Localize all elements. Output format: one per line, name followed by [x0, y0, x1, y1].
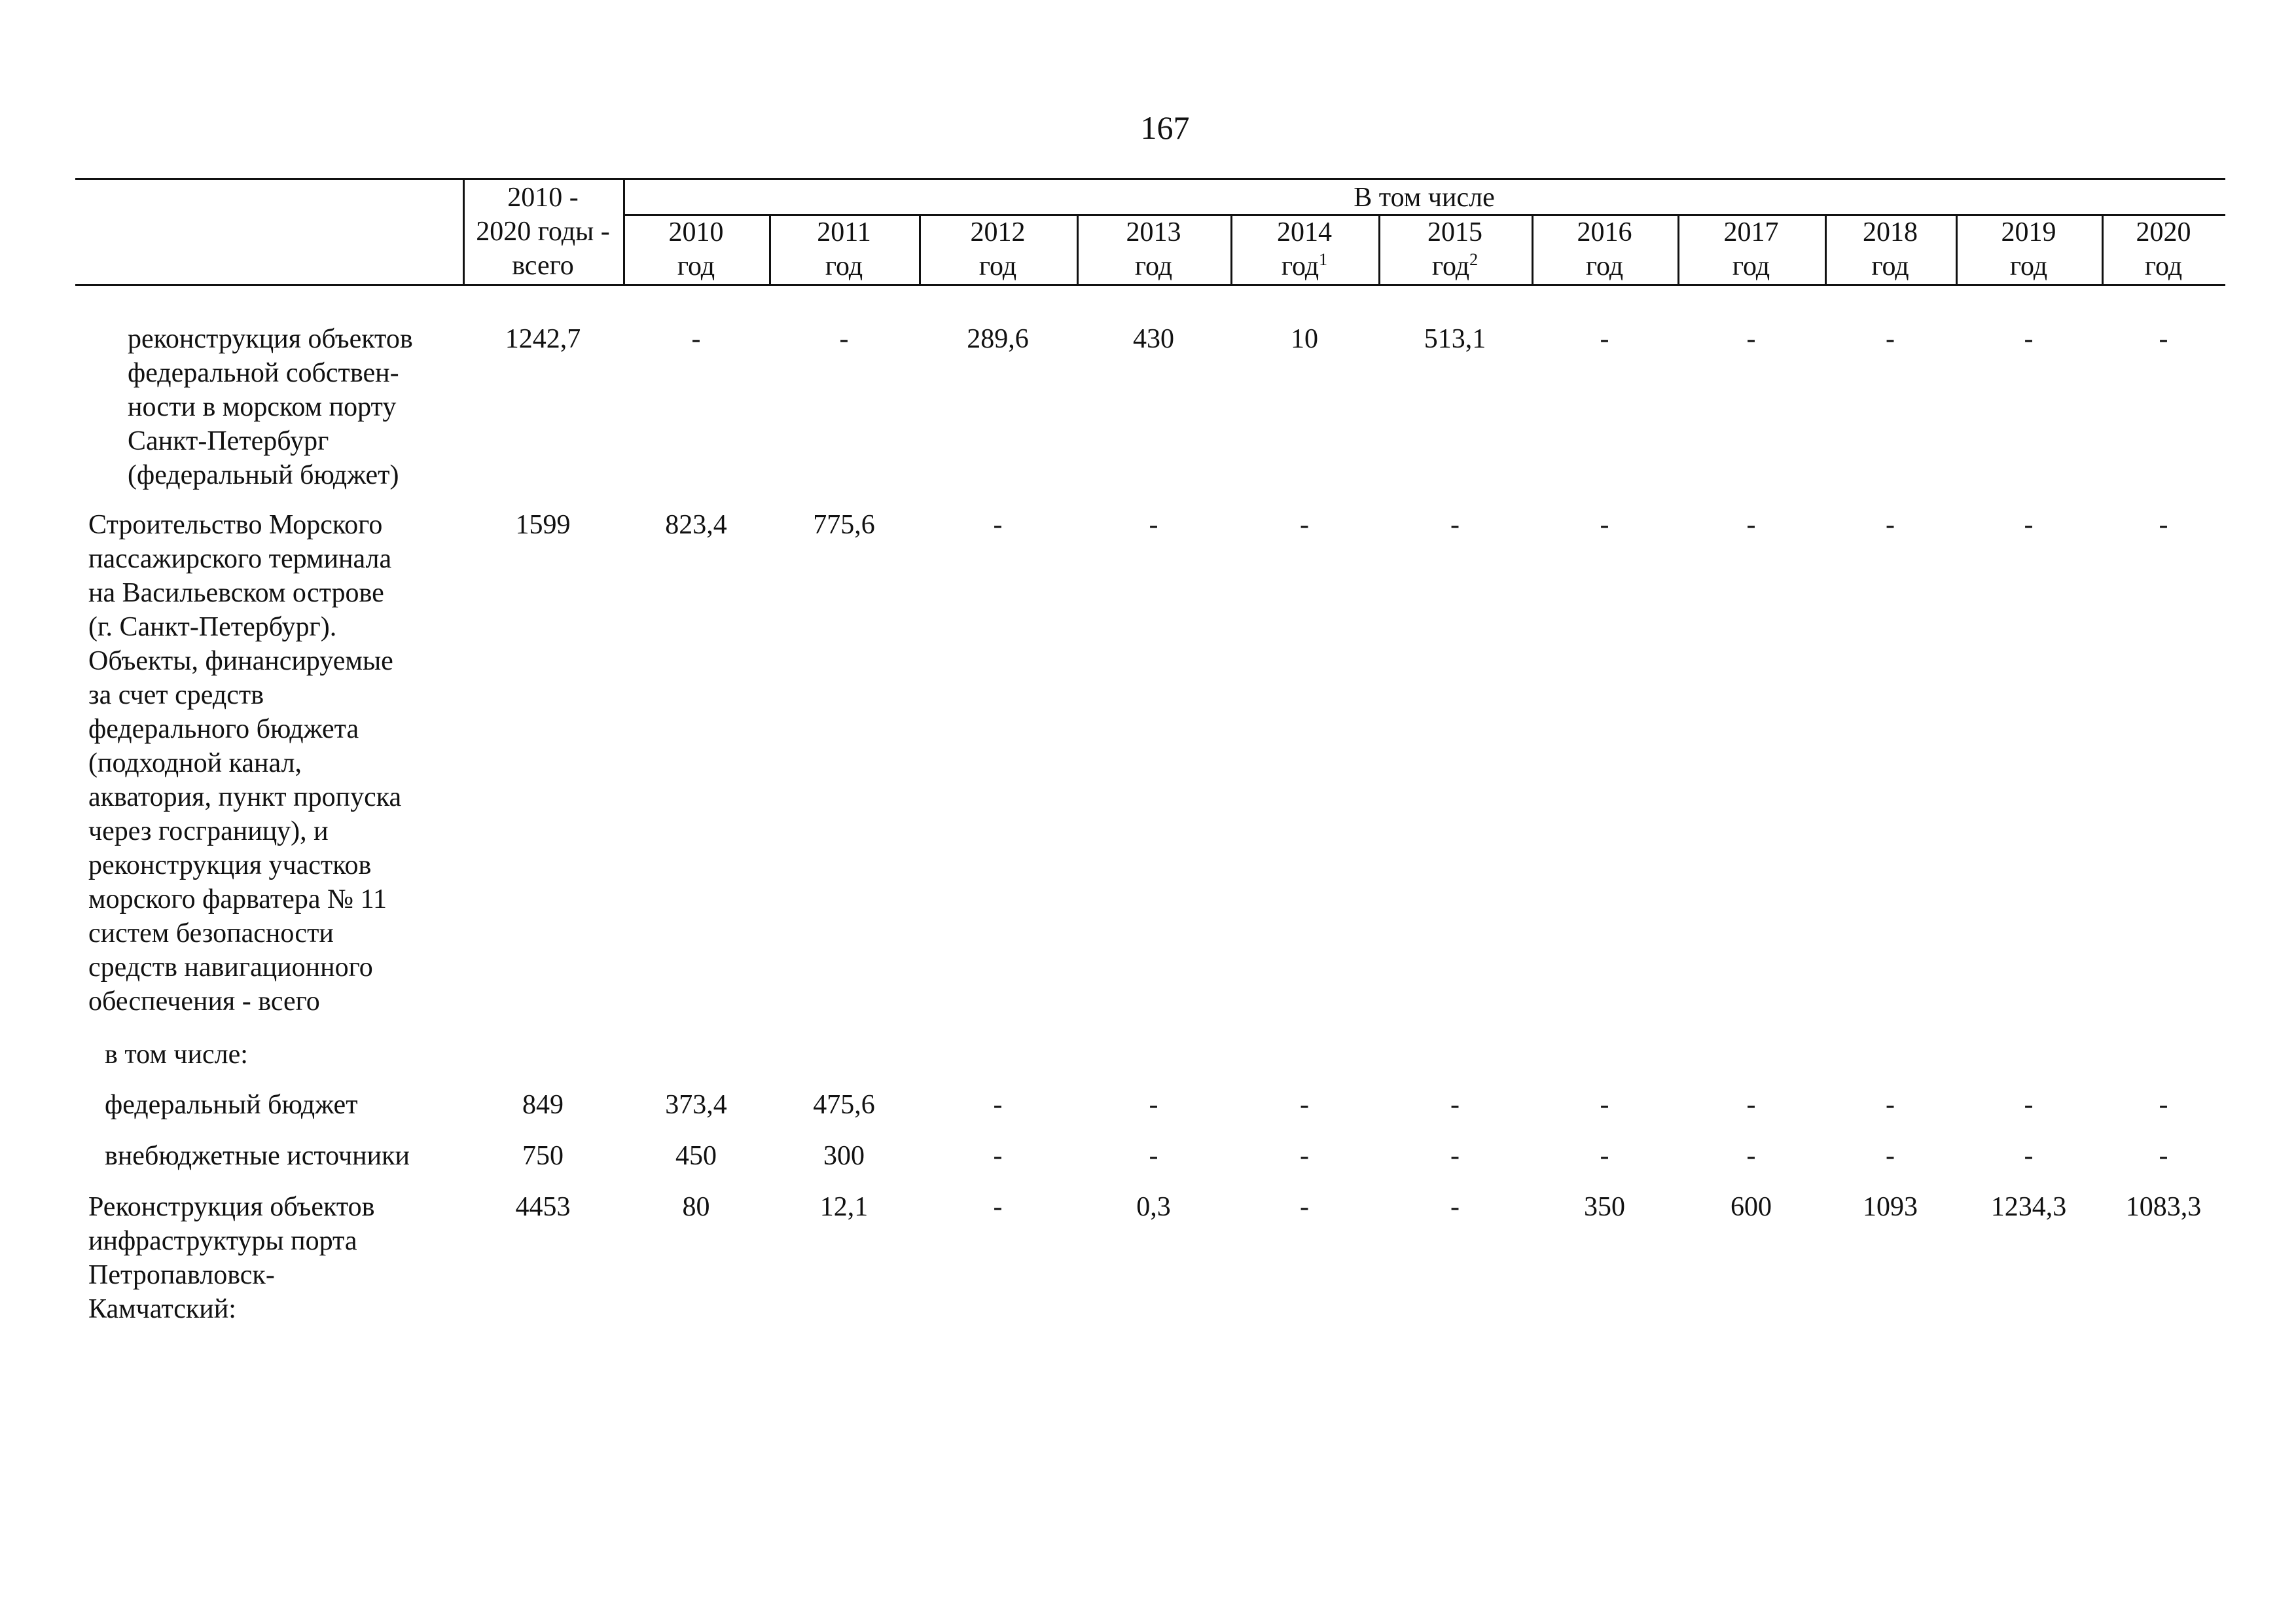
row-value: -	[1746, 510, 1756, 540]
row-value: 373,4	[665, 1090, 727, 1120]
header-year: 2019	[2001, 217, 2056, 247]
header-year-unit	[1077, 249, 1230, 283]
footnote-marker: 1	[1319, 250, 1328, 269]
row-label-line: Камчатский:	[88, 1294, 236, 1324]
year-unit-text: год	[825, 251, 863, 281]
header-year-unit	[919, 249, 1077, 283]
header-year: 2020	[2136, 217, 2191, 247]
row-value: 350	[1584, 1192, 1625, 1222]
page-number: 167	[1140, 109, 1190, 146]
row-value: -	[1886, 510, 1895, 540]
row-value: 450	[675, 1141, 717, 1171]
row-label-line: ности в морском порту	[128, 392, 397, 422]
row-label-line: федерального бюджета	[88, 714, 359, 744]
header-year-unit	[1956, 249, 2102, 283]
row-value: -	[1600, 510, 1609, 540]
year-unit-text: год	[1134, 251, 1173, 281]
header-total-label: 2020 годы -	[476, 217, 610, 247]
row-label-line: федеральной собствен-	[128, 358, 399, 388]
row-value: -	[691, 324, 701, 354]
row-value: -	[1450, 510, 1460, 540]
header-year: 2017	[1723, 217, 1779, 247]
row-label-line: реконструкция объектов	[128, 324, 413, 354]
header-year: 2015	[1427, 217, 1482, 247]
row-label-line: пассажирского терминала	[88, 544, 392, 574]
row-value: -	[2024, 1141, 2034, 1171]
row-value: 80	[682, 1192, 710, 1222]
row-value: 775,6	[813, 510, 875, 540]
header-year: 2018	[1863, 217, 1918, 247]
row-value: -	[1746, 1090, 1756, 1120]
row-value: -	[2159, 510, 2168, 540]
row-total: 1242,7	[505, 324, 581, 354]
year-unit-text: год	[1732, 251, 1770, 281]
header-year-unit	[769, 249, 919, 283]
row-label-line: внебюджетные источники	[105, 1141, 410, 1171]
row-value: -	[2159, 1141, 2168, 1171]
header-year-unit	[1378, 249, 1532, 283]
year-unit-text: год	[978, 251, 1017, 281]
year-unit-text: год	[2144, 251, 2183, 281]
row-value: -	[1746, 1141, 1756, 1171]
row-label-line: Реконструкция объектов	[88, 1192, 375, 1222]
row-value: -	[1149, 1090, 1158, 1120]
row-label-line: акватория, пункт пропуска	[88, 782, 402, 812]
row-value: 1234,3	[1990, 1192, 2067, 1222]
row-total: 4453	[515, 1192, 571, 1222]
header-year: 2012	[970, 217, 1026, 247]
row-label-line: в том числе:	[105, 1039, 248, 1070]
row-label-line: на Васильевском острове	[88, 578, 384, 608]
row-value: -	[1149, 1141, 1158, 1171]
row-value: -	[993, 1141, 1003, 1171]
row-value: -	[839, 324, 849, 354]
row-value: -	[993, 1090, 1003, 1120]
row-total: 1599	[515, 510, 571, 540]
row-label-line: за счет средств	[88, 680, 264, 710]
header-year: 2011	[817, 217, 871, 247]
row-label-line: (г. Санкт-Петербург).	[88, 612, 337, 642]
year-unit-text: год	[2009, 251, 2048, 281]
row-value: -	[1450, 1192, 1460, 1222]
row-value: -	[1149, 510, 1158, 540]
row-label-line: Санкт-Петербург	[128, 426, 329, 456]
row-label-line: систем безопасности	[88, 918, 334, 948]
row-value: -	[2024, 324, 2034, 354]
row-value: -	[1746, 324, 1756, 354]
row-value: -	[2159, 324, 2168, 354]
row-value: 430	[1133, 324, 1174, 354]
row-label-line: морского фарватера № 11	[88, 884, 387, 914]
year-unit-text: год	[1281, 251, 1319, 281]
row-label-line: инфраструктуры порта	[88, 1226, 357, 1256]
row-value: 1093	[1863, 1192, 1918, 1222]
row-total: 849	[522, 1090, 564, 1120]
year-unit-text: год	[677, 251, 715, 281]
row-value: -	[1600, 1090, 1609, 1120]
row-total: 750	[522, 1141, 564, 1171]
row-label-line: реконструкция участков	[88, 850, 372, 880]
header-year-unit	[1677, 249, 1825, 283]
year-unit-text: год	[1431, 251, 1470, 281]
row-value: -	[1300, 1141, 1309, 1171]
row-value: -	[1300, 1090, 1309, 1120]
row-value: -	[993, 510, 1003, 540]
row-value: 300	[823, 1141, 865, 1171]
row-value: -	[2024, 1090, 2034, 1120]
row-label-line: средств навигационного	[88, 952, 373, 983]
header-year: 2010	[668, 217, 724, 247]
row-label-line: (федеральный бюджет)	[128, 460, 399, 490]
header-total-label: 2010 -	[507, 183, 579, 213]
header-year: 2014	[1277, 217, 1332, 247]
header-group-label: В том числе	[1354, 183, 1495, 213]
footnote-marker: 2	[1469, 250, 1479, 269]
header-year-unit	[623, 249, 769, 283]
row-value: -	[1450, 1090, 1460, 1120]
row-label-line: Объекты, финансируемые	[88, 646, 393, 676]
header-year-unit	[2102, 249, 2225, 283]
header-year: 2013	[1126, 217, 1181, 247]
header-year-unit	[1825, 249, 1956, 283]
header-total-label: всего	[512, 251, 574, 281]
row-value: 475,6	[813, 1090, 875, 1120]
row-label-line: федеральный бюджет	[105, 1090, 358, 1120]
header-bottom-rule	[75, 284, 2225, 286]
row-value: -	[1450, 1141, 1460, 1171]
row-value: 600	[1731, 1192, 1772, 1222]
row-value: 10	[1291, 324, 1318, 354]
row-label-line: обеспечения - всего	[88, 986, 320, 1017]
row-value: -	[1600, 1141, 1609, 1171]
header-top-rule	[75, 178, 2225, 180]
row-value: -	[1300, 1192, 1309, 1222]
header-year-unit	[1532, 249, 1677, 283]
row-label-line: Строительство Морского	[88, 510, 383, 540]
year-unit-text: год	[1871, 251, 1909, 281]
row-label-line: (подходной канал,	[88, 748, 302, 778]
row-value: 289,6	[967, 324, 1029, 354]
row-label-line: Петропавловск-	[88, 1260, 275, 1290]
row-value: -	[1600, 324, 1609, 354]
year-unit-text: год	[1585, 251, 1624, 281]
header-year-unit	[1230, 249, 1378, 283]
row-value: 1083,3	[2125, 1192, 2202, 1222]
row-value: -	[993, 1192, 1003, 1222]
row-value: -	[1300, 510, 1309, 540]
row-value: -	[2024, 510, 2034, 540]
row-label-line: через госграницу), и	[88, 816, 329, 846]
header-year: 2016	[1577, 217, 1632, 247]
row-value: 823,4	[665, 510, 727, 540]
row-value: 12,1	[819, 1192, 869, 1222]
row-value: 0,3	[1136, 1192, 1171, 1222]
row-value: -	[2159, 1090, 2168, 1120]
row-value: -	[1886, 1141, 1895, 1171]
row-value: 513,1	[1424, 324, 1486, 354]
row-value: -	[1886, 1090, 1895, 1120]
row-value: -	[1886, 324, 1895, 354]
